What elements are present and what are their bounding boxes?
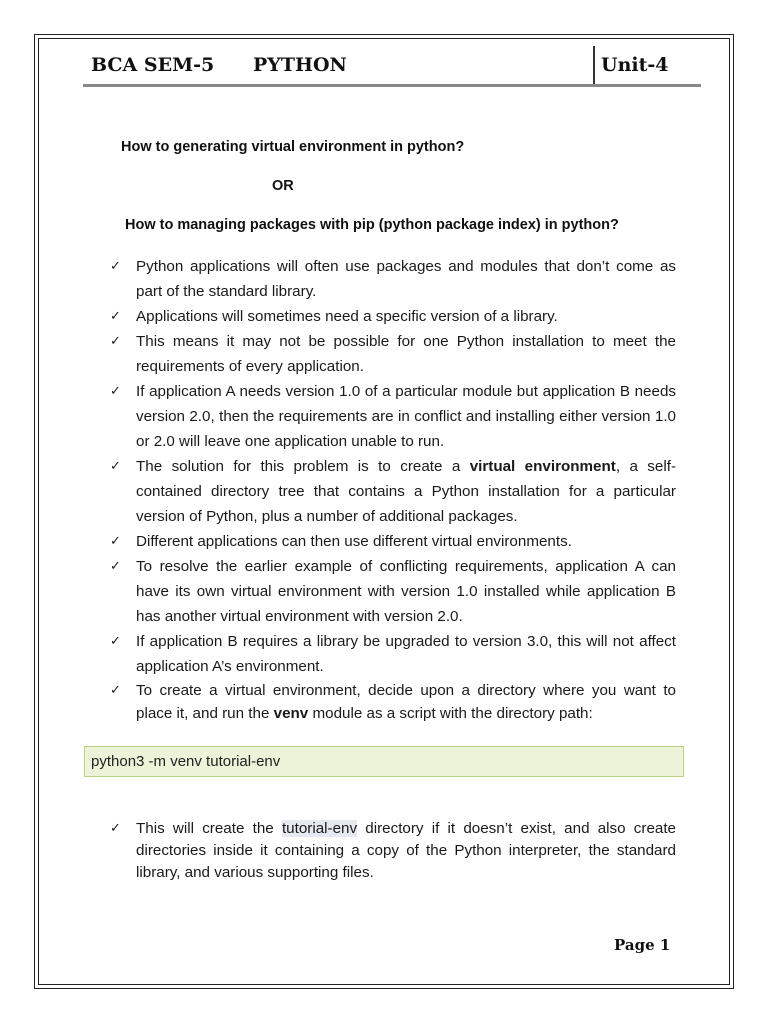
list-item	[108, 329, 676, 379]
list-item-text: To create a virtual environment, decide upon a directory where you want to place it, and run the	[136, 682, 676, 722]
list-item-text: Applications will sometimes need a specific version of a library.	[136, 308, 558, 325]
list-item-text: Python applications will often use packages and modules that don’t come as part of the standard library.	[136, 258, 676, 300]
list-item-text: The solution for this problem is to create a	[136, 458, 470, 475]
list-item-text: To resolve the earlier example of conflicting requirements, application A can have its own virtual environment with version 1.0 installed while application B has another virtual environment with version 2.0.	[136, 558, 676, 625]
list-item-text: Different applications can then use different virtual environments.	[136, 533, 572, 550]
list-item-text: If application A needs version 1.0 of a particular module but application B needs version 2.0, then the requirements are in conflict and installing either version 1.0 or 2.0 will leave one application unable to run.	[136, 383, 676, 450]
or-separator: OR	[272, 178, 294, 194]
list-item-text: If application B requires a library be upgraded to version 3.0, this will not affect application A’s environment.	[136, 633, 676, 675]
list-item-text: , a self-contained directory tree that contains a Python installation for a particular version of Python, plus a number of additional packages.	[136, 458, 676, 525]
checkmark-icon: ✓	[110, 384, 121, 399]
unit-label: Unit-4	[601, 54, 669, 76]
list-item	[108, 629, 676, 679]
course-label: BCA SEM-5	[91, 54, 215, 76]
subject-label: PYTHON	[253, 54, 347, 76]
checkmark-icon: ✓	[110, 459, 121, 474]
code-block: python3 -m venv tutorial-env	[84, 746, 684, 777]
list-item	[108, 818, 676, 884]
list-item-text: module as a script with the directory path:	[308, 705, 593, 722]
checkmark-icon: ✓	[110, 821, 121, 836]
list-item	[108, 454, 676, 529]
list-item-text: directory if it doesn’t exist, and also create directories inside it containing a copy of the Python interpreter, the standard library, and various supporting files.	[136, 820, 676, 881]
checkmark-icon: ✓	[110, 334, 121, 349]
inline-code: tutorial-env	[281, 820, 358, 837]
question-heading-2: How to managing packages with pip (python package index) in python?	[125, 217, 619, 233]
bullet-list	[108, 254, 676, 725]
checkmark-icon: ✓	[110, 634, 121, 649]
checkmark-icon: ✓	[110, 259, 121, 274]
bullet-list-2	[108, 818, 676, 884]
checkmark-icon: ✓	[110, 683, 121, 698]
bold-term: venv	[273, 705, 309, 722]
list-item	[108, 529, 676, 554]
checkmark-icon: ✓	[110, 309, 121, 324]
checkmark-icon: ✓	[110, 559, 121, 574]
list-item	[108, 379, 676, 454]
list-item	[108, 304, 676, 329]
header-divider	[593, 46, 595, 84]
list-item-text: This will create the	[136, 820, 282, 837]
page-header	[83, 46, 701, 87]
page-number: Page 1	[614, 936, 671, 954]
bold-term: virtual environment	[469, 458, 616, 475]
list-item	[108, 554, 676, 629]
question-heading-1: How to generating virtual environment in python?	[121, 139, 465, 155]
list-item	[108, 679, 676, 725]
checkmark-icon: ✓	[110, 534, 121, 549]
list-item	[108, 254, 676, 304]
list-item-text: This means it may not be possible for one Python installation to meet the requirements of every application.	[136, 333, 676, 375]
